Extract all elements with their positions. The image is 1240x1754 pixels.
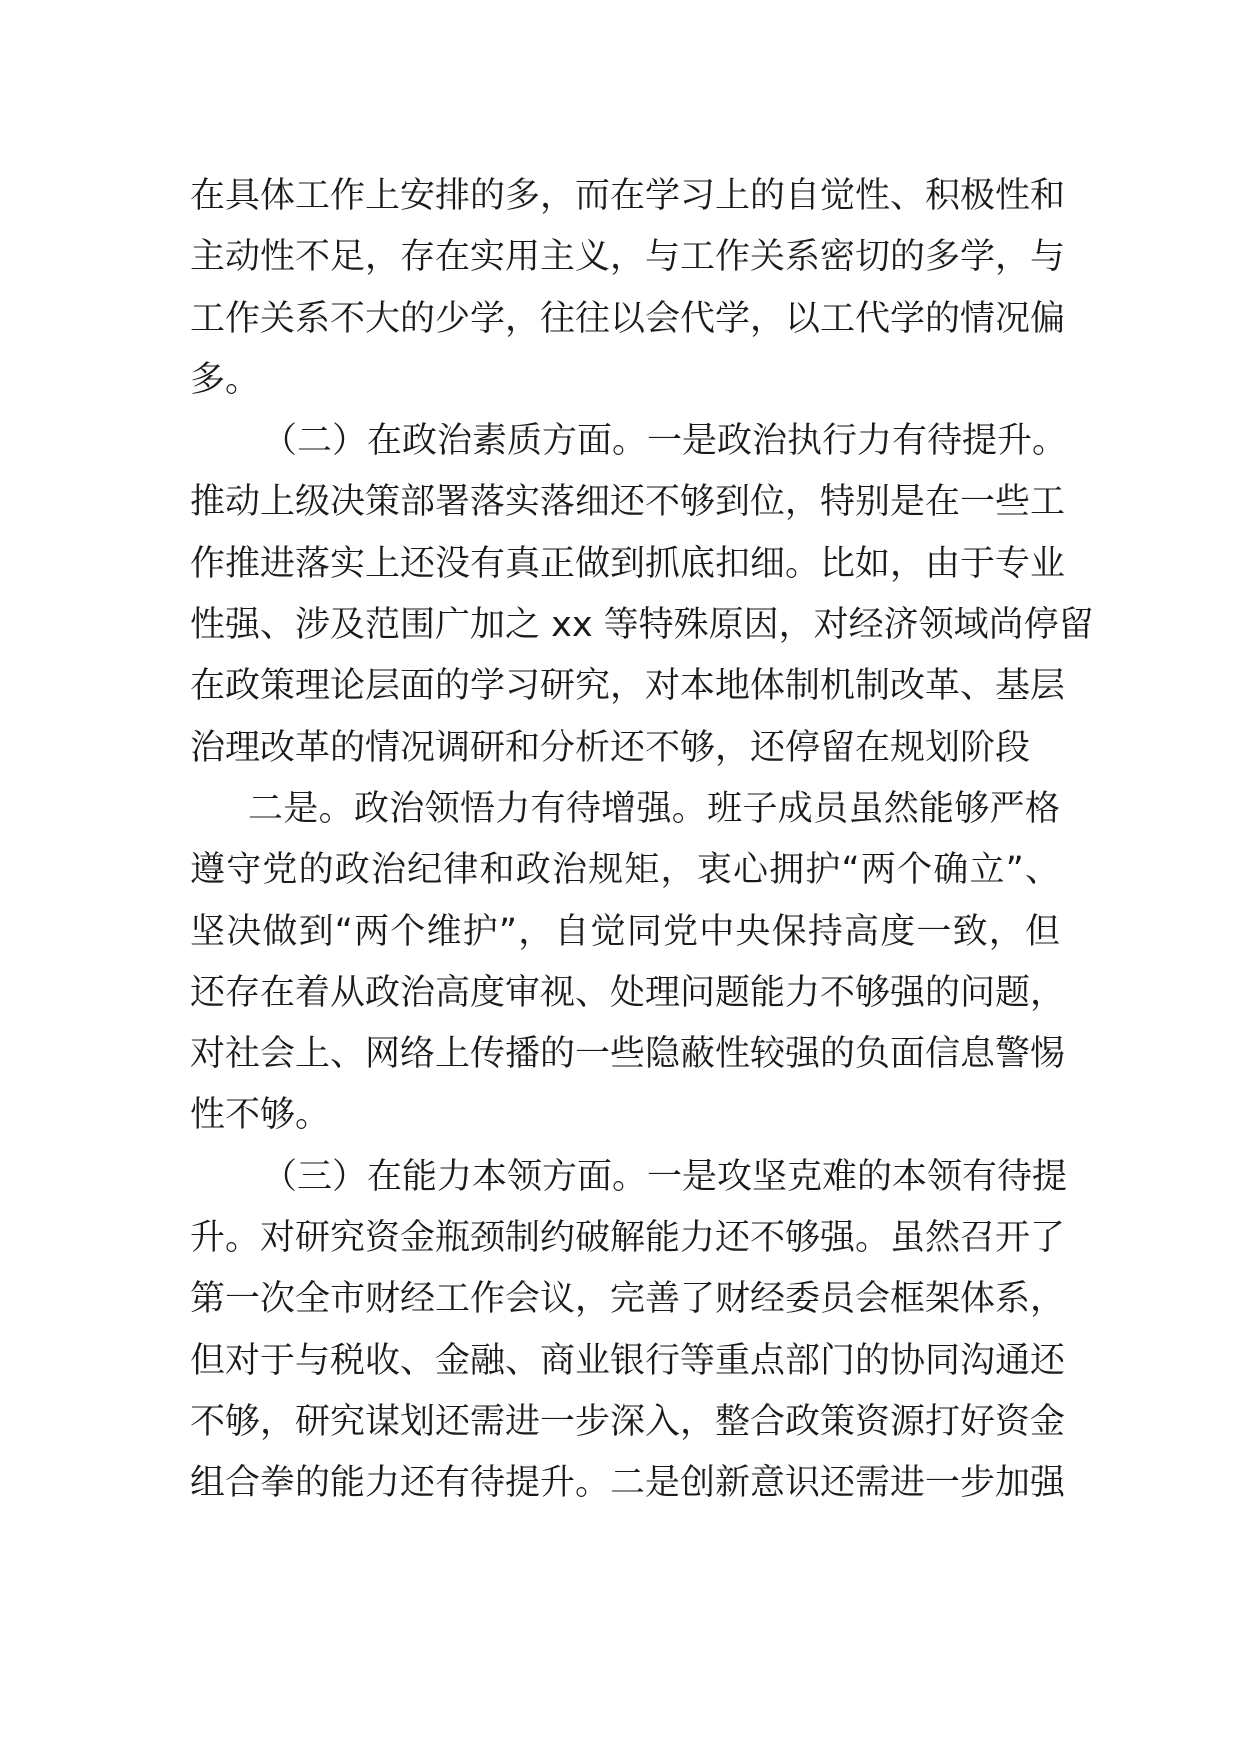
- text-line: 升。对研究资金瓶颈制约破解能力还不够强。虽然召开了: [190, 1218, 1066, 1259]
- text-line: 坚决做到“两个维护”，自觉同党中央保持高度一致，但: [190, 911, 1060, 952]
- text-line: 性强、涉及范围广加之 xx 等特殊原因，对经济领域尚停留: [190, 605, 1094, 646]
- text-line: 第一次全市财经工作会议，完善了财经委员会框架体系，: [190, 1279, 1066, 1320]
- text-line: 在具体工作上安排的多，而在学习上的自觉性、积极性和: [190, 176, 1066, 216]
- text-line: 但对于与税收、金融、商业银行等重点部门的协同沟通还: [190, 1340, 1066, 1381]
- paragraph-heading-line: （三）在能力本领方面。一是攻坚克难的本领有待提: [262, 1156, 1068, 1197]
- text-line: 性不够。: [190, 1095, 331, 1136]
- text-line: 作推进落实上还没有真正做到抓底扣细。比如，由于专业: [190, 543, 1066, 584]
- text-line: 遵守党的政治纪律和政治规矩，衷心拥护“两个确立”、: [190, 850, 1060, 891]
- text-line: 对社会上、网络上传播的一些隐蔽性较强的负面信息警惕: [190, 1034, 1066, 1075]
- body-text: [190, 166, 1094, 1515]
- text-line: 治理改革的情况调研和分析还不够，还停留在规划阶段: [190, 727, 1031, 768]
- paragraph-start-line: 二是。政治领悟力有待增强。班子成员虽然能够严格: [248, 788, 1060, 829]
- text-line: 在政策理论层面的学习研究，对本地体制机制改革、基层: [190, 666, 1066, 707]
- text-line: 推动上级决策部署落实落细还不够到位，特别是在一些工: [190, 482, 1066, 523]
- text-line: 不够，研究谋划还需进一步深入，整合政策资源打好资金: [190, 1401, 1066, 1442]
- text-line: 多。: [190, 359, 261, 400]
- text-line: 还存在着从政治高度审视、处理问题能力不够强的问题，: [190, 972, 1066, 1013]
- text-line: 工作关系不大的少学，往往以会代学，以工代学的情况偏: [190, 298, 1066, 339]
- text-line: 组合拳的能力还有待提升。二是创新意识还需进一步加强: [190, 1463, 1066, 1504]
- paragraph-heading-line: （二）在政治素质方面。一是政治执行力有待提升。: [262, 421, 1068, 462]
- text-line: 主动性不足，存在实用主义，与工作关系密切的多学，与: [190, 237, 1066, 278]
